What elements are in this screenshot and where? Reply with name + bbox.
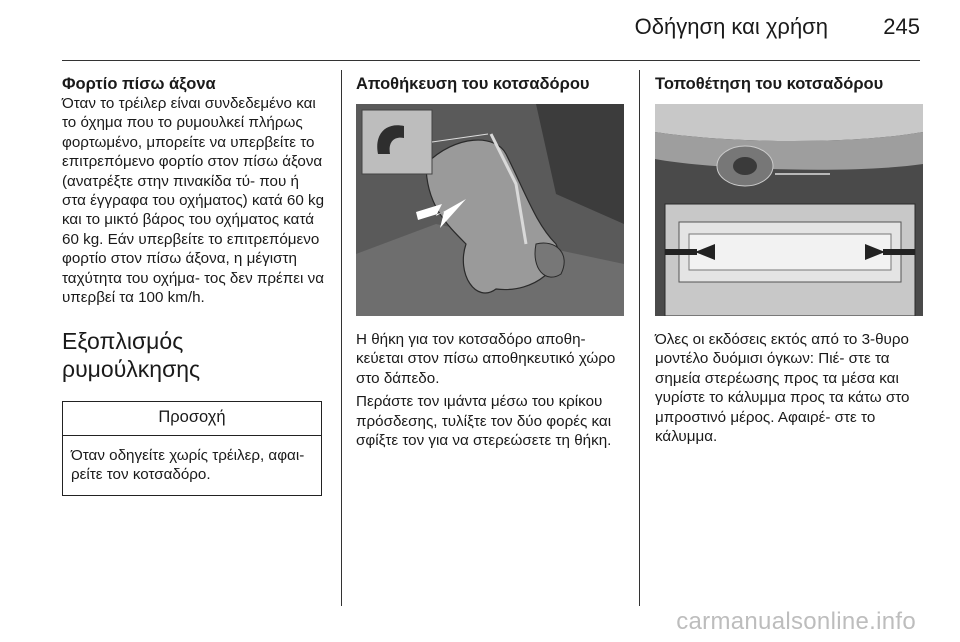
section-heading-towing-equipment: Εξοπλισμός ρυμούλκησης bbox=[62, 328, 201, 383]
section-heading-storage: Αποθήκευση του κοτσαδόρου bbox=[356, 75, 590, 93]
column-divider bbox=[341, 70, 342, 606]
caution-box bbox=[62, 401, 322, 495]
towbar-bag-drawing bbox=[356, 104, 624, 316]
caution-title: Προσοχή bbox=[63, 402, 321, 435]
caution-text: Όταν οδηγείτε χωρίς τρέιλερ, αφαι- ρείτε τον κοτσαδόρο. bbox=[71, 446, 305, 484]
column-right bbox=[655, 74, 923, 446]
fitting-text: Όλες οι εκδόσεις εκτός από το 3-θυρο μοντέλο δυόμισι όγκων: Πιέ- στε τα σημεία στερέωσης προς τα μέσα και γυρίστε το κάλυμμα προς τα κάτω στο μπροστινό μέρος. Αφαιρέ- στε το κάλυμμα. bbox=[655, 331, 910, 446]
towbar-bag-illustration bbox=[356, 104, 624, 316]
bumper-cover-drawing bbox=[655, 104, 923, 316]
watermark: carmanualsonline.info bbox=[676, 608, 916, 635]
section-heading-axle-load: Φορτίο πίσω άξονα bbox=[62, 75, 216, 93]
axle-load-text: Όταν το τρέιλερ είναι συνδεδεμένο και το όχημα που το ρυμουλκεί πλήρως φορτωμένο, μπορείτε να υπερβείτε το επιτρεπόμενο φορτίο στον πίσω άξονα (ανατρέξτε στην πινακίδα τύ- που ή στα έγγραφα του οχήματος) κατά 60 kg και το μικτό βάρος του οχήματος κατά 60 kg. Εάν υπερβείτε το επιτρεπόμενο φορτίο στον πίσω άξονα, η μέγιστη ταχύτητα του οχήμα- τος δεν πρέπει να υπερβεί τα 100 km/h. bbox=[62, 95, 325, 307]
page-header bbox=[62, 0, 920, 61]
section-heading-fitting: Τοποθέτηση του κοτσαδόρου bbox=[655, 75, 884, 93]
page-number: 245 bbox=[883, 14, 920, 39]
column-left bbox=[62, 74, 326, 496]
column-divider bbox=[639, 70, 640, 606]
header-title: Οδήγηση και χρήση bbox=[634, 14, 828, 39]
storage-text-1: Η θήκη για τον κοτσαδόρο αποθη- κεύεται στον πίσω αποθηκευτικό χώρο στο δάπεδο. bbox=[356, 331, 616, 387]
storage-text-2: Περάστε τον ιμάντα μέσω του κρίκου πρόσδεσης, τυλίξτε τον δύο φορές και σφίξτε τον για να στερεώσετε τη θήκη. bbox=[356, 393, 612, 450]
bumper-cover-illustration bbox=[655, 104, 923, 316]
column-middle bbox=[356, 74, 624, 450]
